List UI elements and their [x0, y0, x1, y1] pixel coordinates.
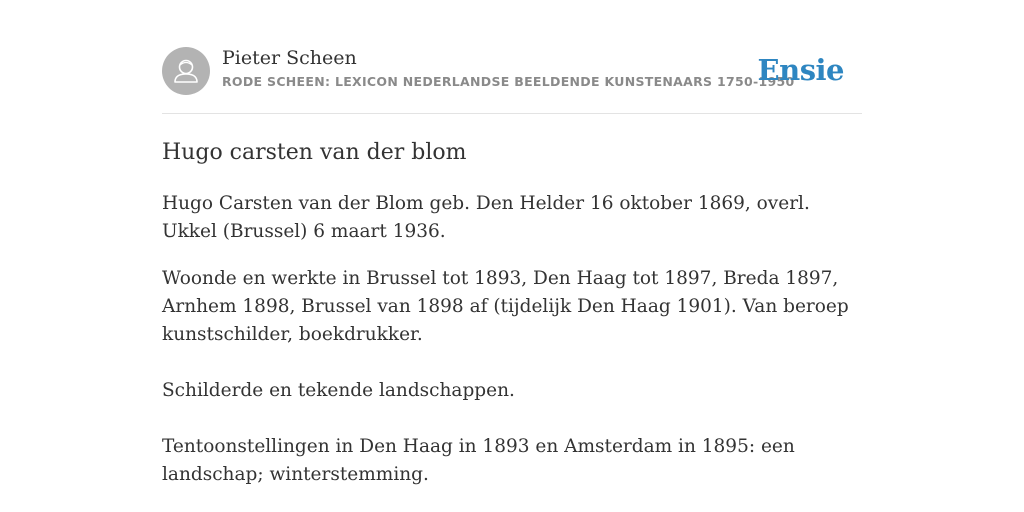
article-paragraph: Hugo Carsten van der Blom geb. Den Helder 16 oktober 1869, overl. Ukkel (Brussel) 6 maart 1936.: [162, 193, 810, 242]
avatar[interactable]: [162, 47, 210, 95]
user-icon: [162, 47, 210, 95]
brand-logo[interactable]: Ensie: [757, 53, 844, 87]
article-paragraph: Schilderde en tekende landschappen.: [162, 380, 515, 401]
article-header: [162, 46, 862, 96]
article-paragraph: Woonde en werkte in Brussel tot 1893, Den Haag tot 1897, Breda 1897, Arnhem 1898, Brussel van 1898 af (tijdelijk Den Haag 1901). Van beroep kunstschilder, boekdrukker.: [162, 268, 849, 345]
article-body: [162, 190, 862, 489]
header-divider: [162, 113, 862, 114]
source-name[interactable]: RODE SCHEEN: LEXICON NEDERLANDSE BEELDENDE KUNSTENAARS 1750-1950: [222, 74, 795, 89]
article-paragraph: Tentoonstellingen in Den Haag in 1893 en Amsterdam in 1895: een landschap; winterstemming.: [162, 436, 795, 485]
author-name[interactable]: Pieter Scheen: [222, 47, 357, 69]
article-title: Hugo carsten van der blom: [162, 140, 467, 165]
